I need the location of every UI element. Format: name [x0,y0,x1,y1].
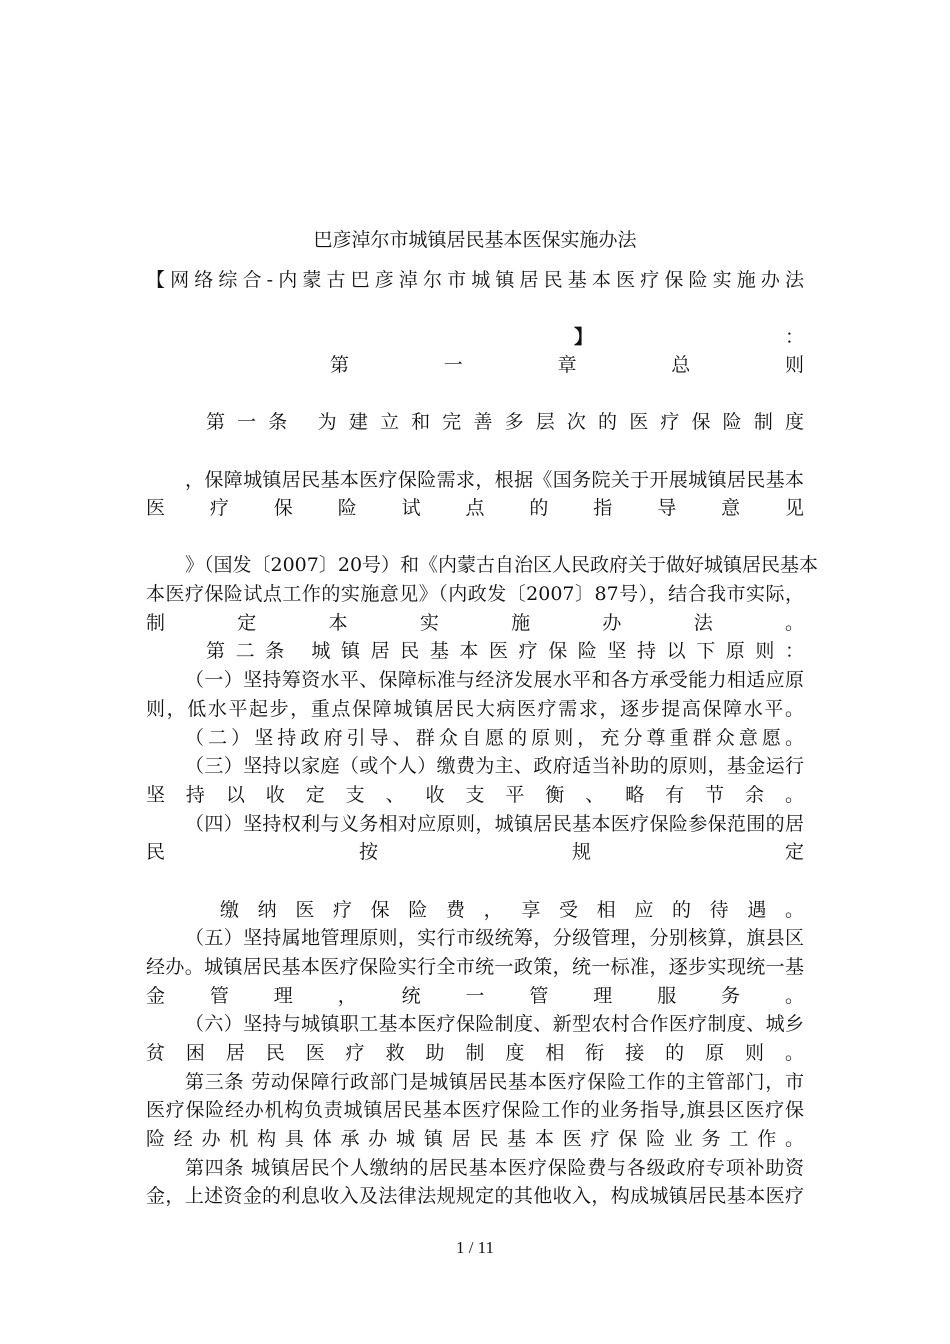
principle-4-line-2: 民按规定 [146,841,804,863]
article-2-heading: 第二条 城镇居民基本医疗保险坚持以下原则： [206,640,804,662]
article-1-line-1: 第一条 为建立和完善多层次的医疗保险制度 [206,411,804,433]
colon: ： [784,326,804,348]
principle-6-line-2: 贫困居民医疗救助制度相衔接的原则。 [146,1042,804,1064]
chapter-heading: 第一章总则 [330,354,804,376]
article-3-line-3: 险经办机构具体承办城镇居民基本医疗保险业务工作。 [146,1128,804,1150]
principle-5-line-3: 金管理，统一管理服务。 [146,985,804,1007]
principle-3-line-1: （三）坚持以家庭（或个人）缴费为主、政府适当补助的原则，基金运行 [185,755,804,777]
principle-4-line-1: （四）坚持权利与义务相对应原则，城镇居民基本医疗保险参保范围的居 [185,813,804,835]
article-1-line-5: 本医疗保险试点工作的实施意见》（内政发〔2007〕87号），结合我市实际， [146,583,804,605]
principle-1-line-2: 则，低水平起步，重点保障城镇居民大病医疗需求，逐步提高保障水平。 [146,698,804,720]
principle-6-line-1: （六）坚持与城镇职工基本医疗保险制度、新型农村合作医疗制度、城乡 [185,1013,804,1035]
principle-5-line-2: 经办。城镇居民基本医疗保险实行全市统一政策，统一标准，逐步实现统一基 [146,956,804,978]
principle-2: （二）坚持政府引导、群众自愿的原则，充分尊重群众意愿。 [185,727,804,749]
article-1-line-6: 制定本实施办法。 [146,612,804,634]
article-1-line-2: ，保障城镇居民基本医疗保险需求，根据《国务院关于开展城镇居民基本 [185,469,804,491]
document-title: 巴彦淖尔市城镇居民基本医保实施办法 [313,229,637,251]
principle-1-line-1: （一）坚持筹资水平、保障标准与经济发展水平和各方承受能力相适应原 [185,669,804,691]
article-1-line-4: 》（国发〔2007〕20号）和《内蒙古自治区人民政府关于做好城镇居民基本 [185,554,819,576]
article-3-line-2: 医疗保险经办机构负责城镇居民基本医疗保险工作的业务指导,旗县区医疗保 [146,1099,804,1121]
article-3-line-1: 第三条 劳动保障行政部门是城镇居民基本医疗保险工作的主管部门，市 [185,1071,804,1093]
principle-5-line-1: （五）坚持属地管理原则，实行市级统筹，分级管理，分别核算，旗县区 [185,927,804,949]
principle-3-line-2: 坚持以收定支、收支平衡、略有节余。 [146,784,804,806]
page-number: 1 / 11 [455,1238,495,1257]
source-line: 【网络综合-内蒙古巴彦淖尔市城镇居民基本医疗保险实施办法 [146,269,804,291]
principle-4-line-3: 缴纳医疗保险费，享受相应的待遇。 [220,899,804,921]
article-1-line-3: 医疗保险试点的指导意见 [146,497,804,519]
article-4-line-1: 第四条 城镇居民个人缴纳的居民基本医疗保险费与各级政府专项补助资 [185,1157,804,1179]
bracket-close: 】 [574,326,594,348]
article-4-line-2: 金，上述资金的利息收入及法律法规规定的其他收入，构成城镇居民基本医疗 [146,1185,804,1207]
